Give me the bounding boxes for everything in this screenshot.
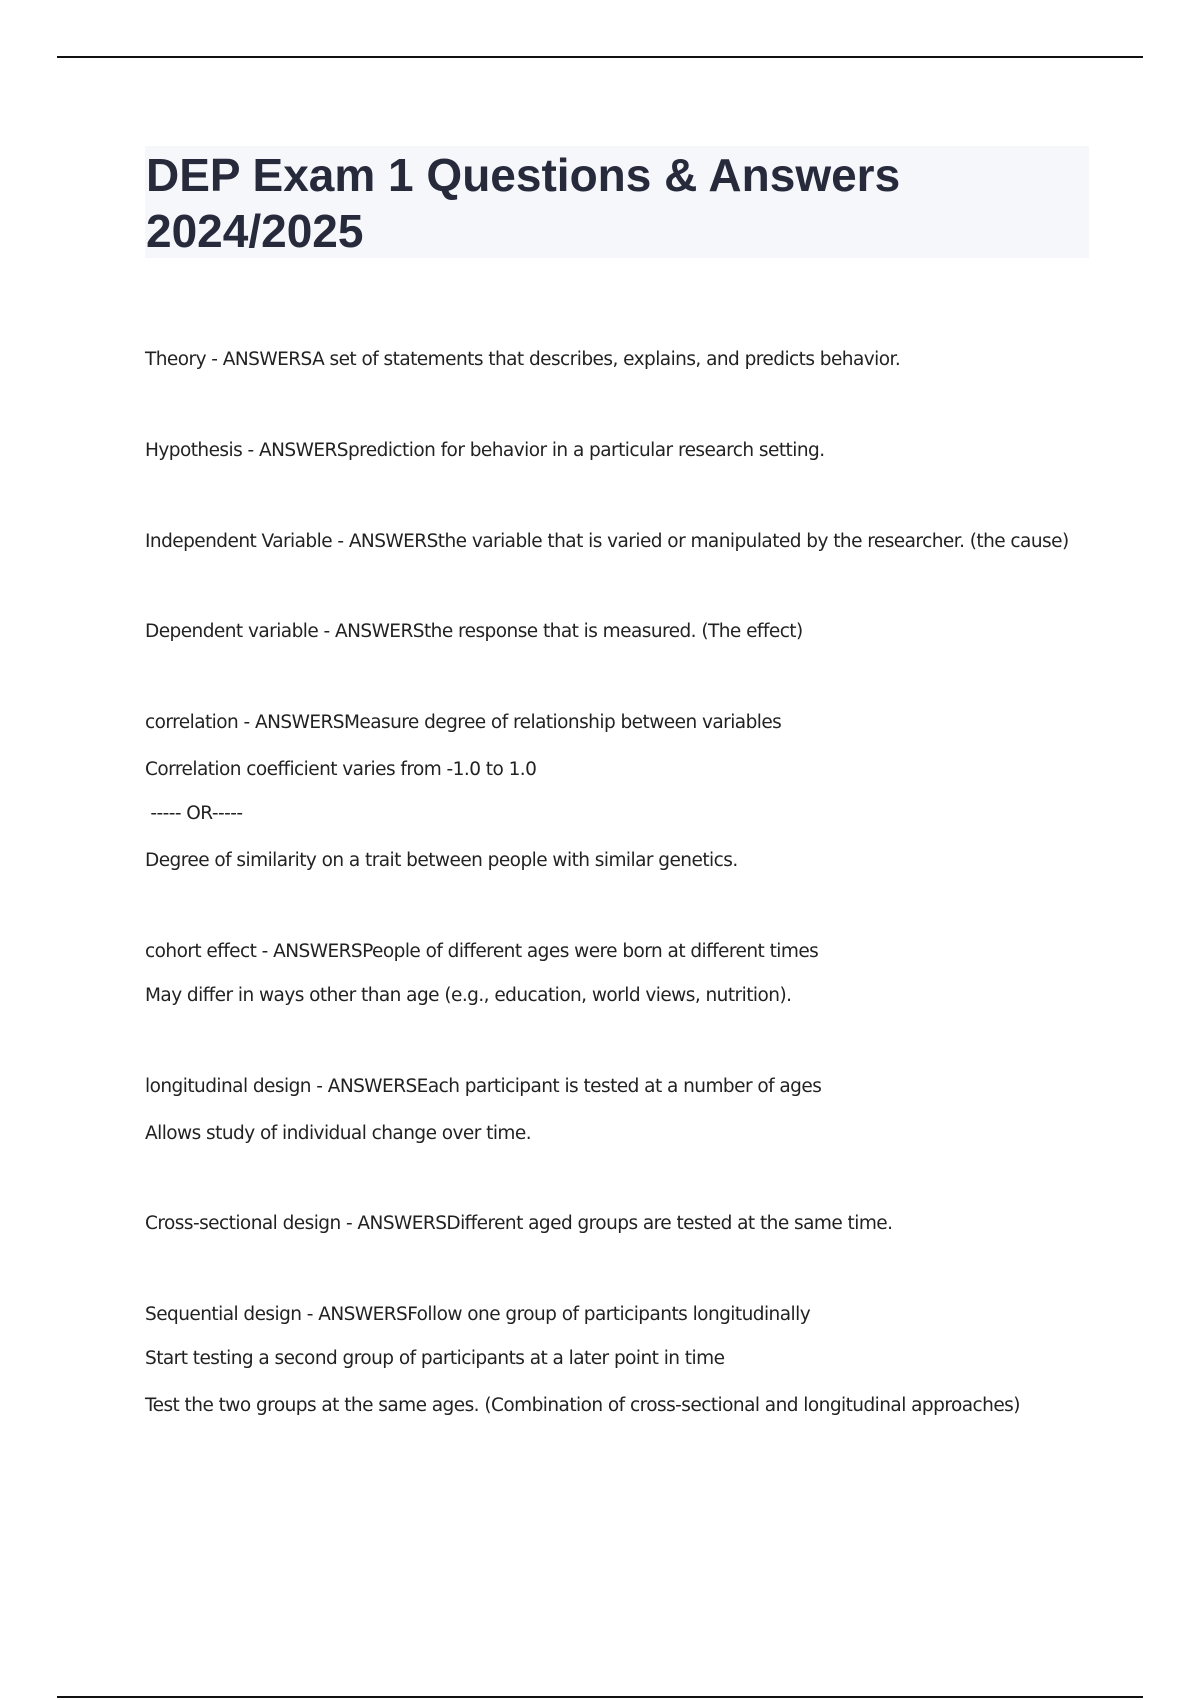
entry-cohort-effect-line-2: May differ in ways other than age (e.g., education, world views, nutrition). bbox=[145, 985, 792, 1006]
entry-sequential-design-line-1: Sequential design - ANSWERSFollow one group of participants longitudinally bbox=[145, 1304, 811, 1325]
page-title: DEP Exam 1 Questions & Answers 2024/2025 bbox=[146, 149, 901, 257]
entry-correlation-line-2: Correlation coefficient varies from -1.0 to 1.0 bbox=[145, 759, 537, 780]
top-rule bbox=[57, 56, 1143, 58]
entry-sequential-design-line-3: Test the two groups at the same ages. (Combination of cross-sectional and longitudinal approaches) bbox=[145, 1395, 1020, 1416]
entry-longitudinal-design-line-1: longitudinal design - ANSWERSEach participant is tested at a number of ages bbox=[145, 1076, 822, 1097]
entry-cross-sectional-design-line-1: Cross-sectional design - ANSWERSDifferent aged groups are tested at the same time. bbox=[145, 1213, 893, 1234]
entry-dependent-variable-line-1: Dependent variable - ANSWERSthe response that is measured. (The effect) bbox=[145, 621, 803, 642]
entry-sequential-design-line-2: Start testing a second group of participants at a later point in time bbox=[145, 1348, 725, 1369]
title-block bbox=[145, 146, 1089, 258]
entry-hypothesis-line-1: Hypothesis - ANSWERSprediction for behavior in a particular research setting. bbox=[145, 440, 825, 461]
entry-longitudinal-design-line-2: Allows study of individual change over time. bbox=[145, 1123, 532, 1144]
entry-independent-variable-line-1: Independent Variable - ANSWERSthe variable that is varied or manipulated by the researcher. (the cause) bbox=[145, 531, 1069, 552]
entry-cohort-effect-line-1: cohort effect - ANSWERSPeople of different ages were born at different times bbox=[145, 941, 819, 962]
entry-correlation-line-1: correlation - ANSWERSMeasure degree of relationship between variables bbox=[145, 712, 782, 733]
entry-theory-line-1: Theory - ANSWERSA set of statements that describes, explains, and predicts behavior. bbox=[145, 349, 901, 370]
entry-correlation-line-4: Degree of similarity on a trait between people with similar genetics. bbox=[145, 850, 738, 871]
entry-correlation-line-3: ----- OR----- bbox=[145, 803, 243, 824]
bottom-rule bbox=[57, 1696, 1143, 1698]
